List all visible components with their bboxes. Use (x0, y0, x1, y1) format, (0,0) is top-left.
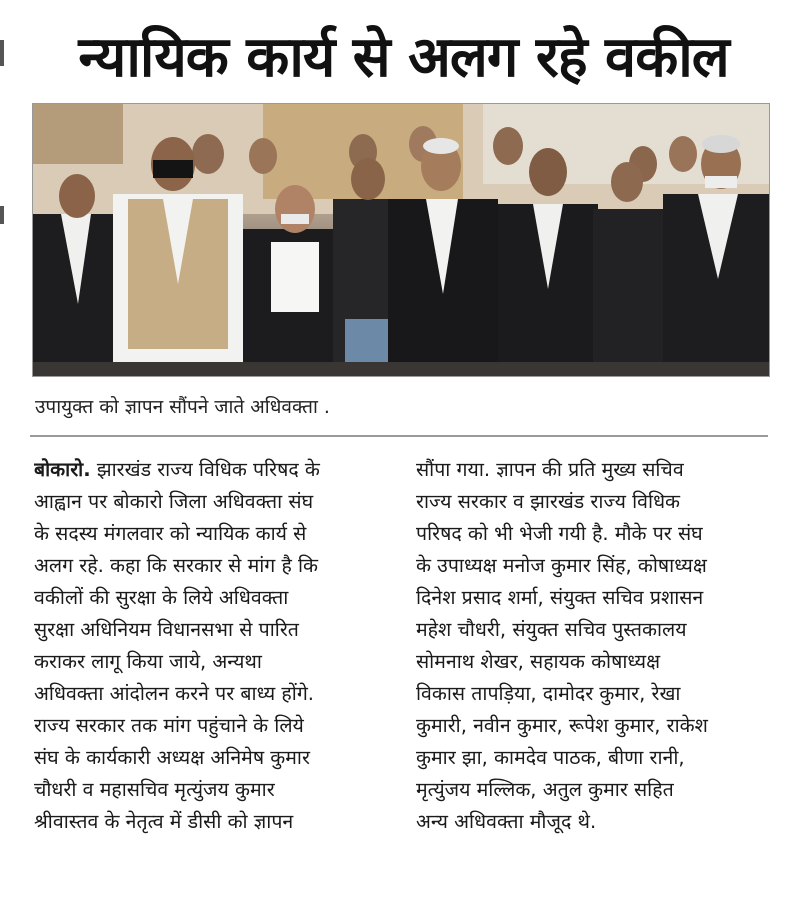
article-headline: न्यायिक कार्य से अलग रहे वकील (78, 25, 729, 90)
article-line: राज्य सरकार तक मांग पहुंचाने के लिये (34, 714, 304, 737)
article-line: महेश चौधरी, संयुक्त सचिव पुस्तकालय (416, 618, 687, 641)
article-line: के उपाध्यक्ष मनोज कुमार सिंह, कोषाध्यक्ष (416, 554, 707, 577)
article-line: दिनेश प्रसाद शर्मा, संयुक्त सचिव प्रशासन (416, 586, 704, 609)
article-line: विकास तापड़िया, दामोदर कुमार, रेखा (416, 682, 681, 705)
article-line: अन्य अधिवक्ता मौजूद थे. (416, 810, 597, 833)
article-line: परिषद को भी भेजी गयी है. मौके पर संघ (416, 522, 703, 545)
article-line: चौधरी व महासचिव मृत्युंजय कुमार (34, 778, 275, 801)
news-photo (32, 103, 770, 377)
article-line: अधिवक्ता आंदोलन करने पर बाध्य होंगे. (34, 682, 315, 705)
article-line: संघ के कार्यकारी अध्यक्ष अनिमेष कुमार (34, 746, 310, 769)
article-line (34, 454, 386, 486)
section-divider (30, 435, 768, 437)
article-line: सुरक्षा अधिनियम विधानसभा से पारित (34, 618, 299, 641)
page-edge-mark-mid (0, 206, 4, 224)
photo-illustration (33, 104, 769, 376)
article-line: मृत्युंजय मल्लिक, अतुल कुमार सहित (416, 778, 674, 801)
article-line: कराकर लागू किया जाये, अन्यथा (34, 650, 262, 673)
article-dateline: बोकारो. (34, 458, 91, 481)
article-column-left (34, 454, 386, 838)
article-line: वकीलों की सुरक्षा के लिये अधिवक्ता (34, 586, 289, 609)
article-line: राज्य सरकार व झारखंड राज्य विधिक (416, 490, 681, 513)
article-line: आह्वान पर बोकारो जिला अधिवक्ता संघ (34, 490, 314, 513)
article-line: श्रीवास्तव के नेतृत्व में डीसी को ज्ञापन (34, 810, 294, 833)
article-line: अलग रहे. कहा कि सरकार से मांग है कि (34, 554, 319, 577)
article-line: सोमनाथ शेखर, सहायक कोषाध्यक्ष (416, 650, 661, 673)
article-line: कुमार झा, कामदेव पाठक, बीणा रानी, (416, 746, 685, 769)
article-line: के सदस्य मंगलवार को न्यायिक कार्य से (34, 522, 307, 545)
article-line: कुमारी, नवीन कुमार, रूपेश कुमार, राकेश (416, 714, 708, 737)
article-line-text: झारखंड राज्य विधिक परिषद के (90, 458, 320, 481)
article-line: सौंपा गया. ज्ञापन की प्रति मुख्य सचिव (416, 458, 684, 481)
photo-caption: उपायुक्त को ज्ञापन सौंपने जाते अधिवक्ता . (35, 396, 330, 418)
article-column-right (416, 454, 768, 838)
